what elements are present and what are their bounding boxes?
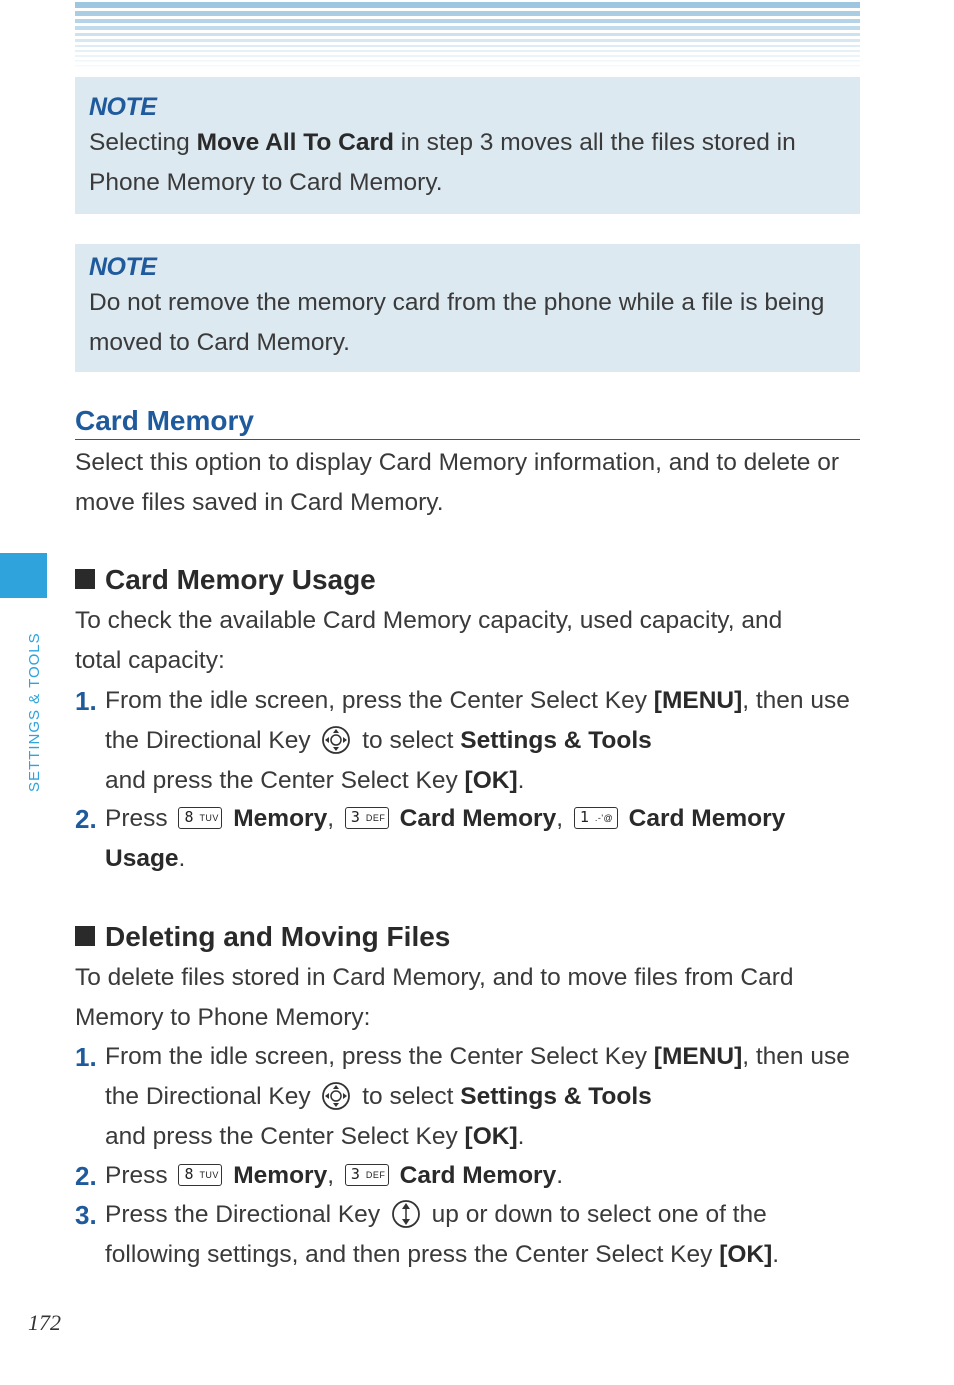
note-text: Selecting Move All To Card in step 3 moves all the files stored in Phone Memory to Card Memory. [89, 129, 796, 196]
step-number: 2. [75, 804, 97, 834]
key-3-icon: 3 DEF [345, 807, 389, 829]
subsection-title-usage: Card Memory Usage [75, 562, 376, 598]
usage-intro: To check the available Card Memory capacity, used capacity, and total capacity: [75, 607, 783, 674]
square-bullet-icon [75, 569, 95, 589]
deleting-intro: To delete files stored in Card Memory, and to move files from Card Memory to Phone Memory: [75, 964, 794, 1031]
key-1-icon: 1 .-'@ [574, 807, 618, 829]
section-intro: Select this option to display Card Memory information, and to delete or move files saved in Card Memory. [75, 449, 839, 516]
square-bullet-icon [75, 926, 95, 946]
deleting-step-2: 2. Press 8 TUV Memory, 3 DEF Card Memory. [75, 1156, 865, 1196]
step-number: 2. [75, 1161, 97, 1191]
section-title-card-memory: Card Memory [75, 403, 860, 440]
key-8-icon: 8 TUV [178, 807, 222, 829]
step-number: 1. [75, 686, 97, 716]
note-box-1 [75, 77, 860, 214]
chapter-tab-label: SETTINGS & TOOLS [26, 632, 43, 792]
chapter-tab [0, 553, 47, 598]
key-8-icon: 8 TUV [178, 1164, 222, 1186]
note-box-2 [75, 244, 860, 372]
key-3-icon: 3 DEF [345, 1164, 389, 1186]
deleting-step-1: 1. From the idle screen, press the Center Select Key [MENU], then use the Directional Key to select Settings & Tools and press the Center Select Key [OK]. [75, 1037, 865, 1157]
deleting-step-3: 3. Press the Directional Key up or down to select one of the following settings, and then press the Center Select Key [OK]. [75, 1195, 865, 1275]
usage-step-1: 1. From the idle screen, press the Center Select Key [MENU], then use the Directional Key to select Settings & Tools and press the Center Select Key [OK]. [75, 681, 865, 801]
directional-key-icon [321, 1081, 351, 1111]
step-number: 1. [75, 1042, 97, 1072]
page-number: 172 [28, 1310, 61, 1335]
usage-step-2: 2. Press 8 TUV Memory, 3 DEF Card Memory, 1 .-'@ Card Memory Usage. [75, 799, 865, 879]
note-text: Do not remove the memory card from the phone while a file is being moved to Card Memory. [89, 289, 825, 356]
up-down-key-icon [391, 1199, 421, 1229]
directional-key-icon [321, 725, 351, 755]
note-label: NOTE [89, 253, 157, 281]
step-number: 3. [75, 1200, 97, 1230]
subsection-title-deleting: Deleting and Moving Files [75, 919, 450, 955]
note-label: NOTE [89, 93, 157, 121]
header-stripes [75, 2, 860, 70]
